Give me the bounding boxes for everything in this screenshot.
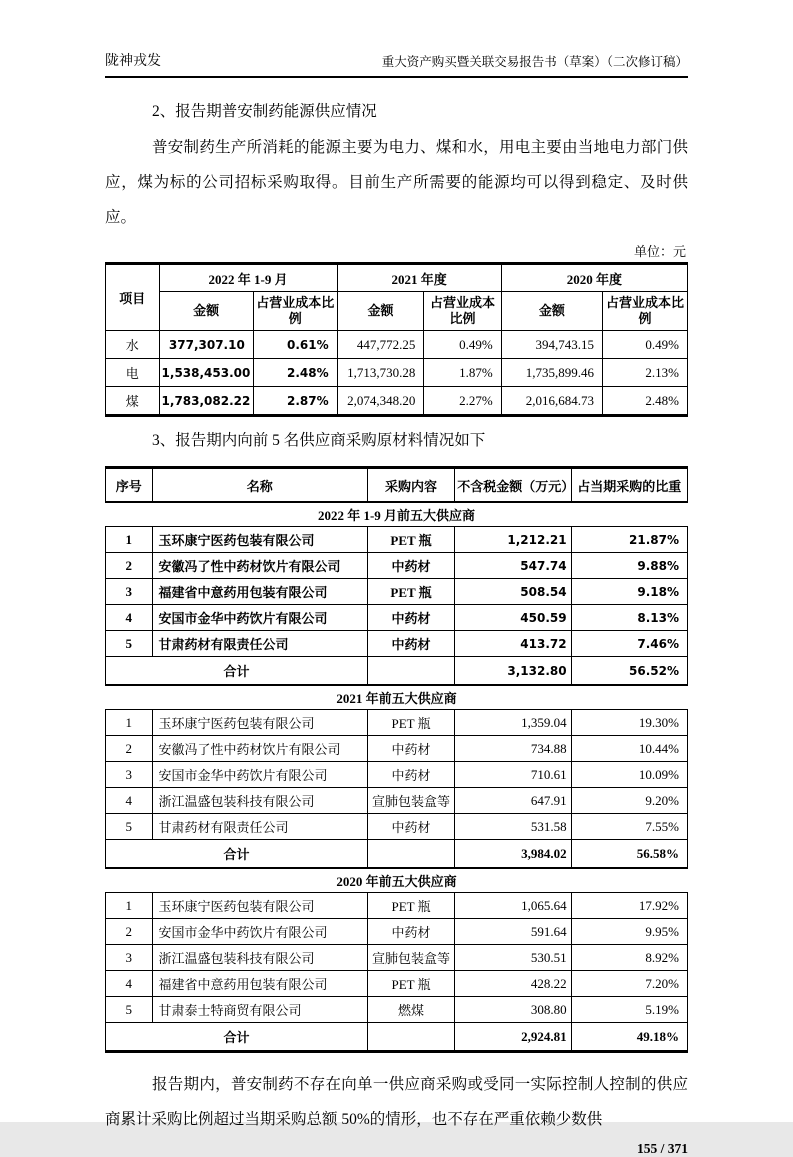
cell-name: 甘肃药材有限责任公司 [152,631,367,657]
total-row-2020 [106,1023,688,1052]
section-title-row-2021 [106,685,688,710]
cell-no: 2 [106,919,153,945]
cell-no: 3 [106,579,153,605]
cell-amount-2020: 394,743.15 [501,331,602,359]
heading-supplier-section: 3、报告期内向前 5 名供应商采购原材料情况如下 [152,432,486,449]
cell-item: 煤 [106,387,160,416]
supplier-row [106,971,688,997]
supplier-row [106,814,688,840]
cell-amount-2021: 447,772.25 [337,331,424,359]
section-title-row-2022 [106,502,688,527]
cell-empty [367,657,454,686]
cell-content: PET 瓶 [367,710,454,736]
doc-header [105,52,688,78]
cell-name: 玉环康宁医药包装有限公司 [152,710,367,736]
col-header-name: 名称 [152,468,367,503]
cell-no: 1 [106,527,153,553]
cell-content: 中药材 [367,553,454,579]
cell-no: 1 [106,893,153,919]
unit-label: 单位：元 [633,244,686,259]
cell-content: 中药材 [367,736,454,762]
cell-name: 甘肃泰士特商贸有限公司 [152,997,367,1023]
cell-pct-2020: 2.13% [602,359,687,387]
cell-item: 水 [106,331,160,359]
cell-name: 浙江温盛包装科技有限公司 [152,945,367,971]
supplier-row [106,919,688,945]
col-header-amount-2020: 金额 [501,292,602,331]
cell-content: PET 瓶 [367,893,454,919]
cell-empty [367,1023,454,1052]
section-title: 2020 年前五大供应商 [106,868,688,893]
total-row-2021 [106,840,688,869]
cell-pct-2021: 1.87% [424,359,501,387]
section-title: 2022 年 1-9 月前五大供应商 [106,502,688,527]
cell-content: PET 瓶 [367,579,454,605]
cell-pct: 9.95% [571,919,687,945]
cell-content: 燃煤 [367,997,454,1023]
cell-name: 安徽冯了性中药材饮片有限公司 [152,553,367,579]
cell-total-amount: 3,132.80 [455,657,571,686]
cell-amount: 547.74 [455,553,571,579]
cell-amount: 450.59 [455,605,571,631]
cell-amount-2022: 377,307.10 [159,331,253,359]
cell-amount: 531.58 [455,814,571,840]
supplier-row [106,893,688,919]
cell-name: 安徽冯了性中药材饮片有限公司 [152,736,367,762]
cell-amount: 1,359.04 [455,710,571,736]
supplier-table [105,466,688,1053]
cell-no: 5 [106,631,153,657]
col-header-pct-2021: 占营业成本比例 [424,292,501,331]
cell-no: 1 [106,710,153,736]
cell-pct: 7.55% [571,814,687,840]
cell-pct: 9.18% [571,579,687,605]
cell-pct: 9.88% [571,553,687,579]
cell-amount-2021: 2,074,348.20 [337,387,424,416]
supplier-header-row [106,468,688,503]
cell-pct-2021: 0.49% [424,331,501,359]
energy-row-water [106,331,688,359]
cell-content: 中药材 [367,762,454,788]
supplier-row [106,736,688,762]
cell-pct-2020: 2.48% [602,387,687,416]
cell-pct-2022: 2.48% [253,359,337,387]
cell-no: 5 [106,814,153,840]
cell-amount: 428.22 [455,971,571,997]
cell-name: 玉环康宁医药包装有限公司 [152,527,367,553]
cell-pct-2021: 2.27% [424,387,501,416]
cell-amount: 413.72 [455,631,571,657]
supplier-row [106,945,688,971]
energy-paragraph: 普安制药生产所消耗的能源主要为电力、煤和水，用电主要由当地电力部门供应，煤为标的公司招标采购取得。目前生产所需要的能源均可以得到稳定、及时供应。 [105,139,688,226]
cell-total-pct: 49.18% [571,1023,687,1052]
energy-header-row-measures [106,292,688,331]
cell-amount-2022: 1,783,082.22 [159,387,253,416]
period-header-2020: 2020 年度 [501,264,687,292]
cell-amount: 734.88 [455,736,571,762]
col-header-item: 项目 [106,264,160,331]
col-header-content: 采购内容 [367,468,454,503]
cell-total-label: 合计 [106,657,368,686]
cell-name: 玉环康宁医药包装有限公司 [152,893,367,919]
cell-no: 4 [106,971,153,997]
cell-no: 4 [106,788,153,814]
cell-item: 电 [106,359,160,387]
cell-pct: 7.20% [571,971,687,997]
cell-content: 中药材 [367,919,454,945]
cell-pct: 21.87% [571,527,687,553]
cell-no: 3 [106,762,153,788]
period-header-2022: 2022 年 1-9 月 [159,264,337,292]
supplier-row [106,605,688,631]
col-header-amount-2021: 金额 [337,292,424,331]
supplier-row [106,997,688,1023]
energy-table [105,262,688,417]
doc-header-right: 重大资产购买暨关联交易报告书（草案）（二次修订稿） [381,55,688,69]
energy-header-row-periods [106,264,688,292]
cell-pct: 17.92% [571,893,687,919]
cell-total-label: 合计 [106,1023,368,1052]
supplier-row [106,788,688,814]
cell-no: 5 [106,997,153,1023]
col-header-pct-2022: 占营业成本比例 [253,292,337,331]
section-title-row-2020 [106,868,688,893]
cell-pct: 10.44% [571,736,687,762]
cell-amount: 1,212.21 [455,527,571,553]
cell-pct-2020: 0.49% [602,331,687,359]
cell-total-pct: 56.52% [571,657,687,686]
cell-total-amount: 2,924.81 [455,1023,571,1052]
cell-name: 福建省中意药用包装有限公司 [152,579,367,605]
doc-header-left: 陇神戎发 [105,54,161,69]
section-title: 2021 年前五大供应商 [106,685,688,710]
supplier-row [106,631,688,657]
energy-row-coal [106,387,688,416]
cell-content: 宣肺包装盒等 [367,945,454,971]
cell-name: 安国市金华中药饮片有限公司 [152,605,367,631]
closing-paragraph: 报告期内，普安制药不存在向单一供应商采购或受同一实际控制人控制的供应商累计采购比例超过当期采购总额 50%的情形，也不存在严重依赖少数供 [105,1076,688,1128]
cell-pct: 8.92% [571,945,687,971]
cell-amount: 530.51 [455,945,571,971]
cell-amount: 508.54 [455,579,571,605]
cell-amount: 308.80 [455,997,571,1023]
cell-amount-2020: 1,735,899.46 [501,359,602,387]
cell-amount-2022: 1,538,453.00 [159,359,253,387]
cell-amount: 591.64 [455,919,571,945]
col-header-amount-2022: 金额 [159,292,253,331]
cell-amount: 710.61 [455,762,571,788]
cell-total-amount: 3,984.02 [455,840,571,869]
cell-amount: 1,065.64 [455,893,571,919]
cell-name: 福建省中意药用包装有限公司 [152,971,367,997]
cell-no: 2 [106,553,153,579]
cell-pct: 19.30% [571,710,687,736]
cell-content: 宣肺包装盒等 [367,788,454,814]
cell-name: 浙江温盛包装科技有限公司 [152,788,367,814]
cell-content: 中药材 [367,631,454,657]
col-header-pct: 占当期采购的比重 [571,468,687,503]
cell-no: 2 [106,736,153,762]
cell-pct: 9.20% [571,788,687,814]
cell-content: PET 瓶 [367,971,454,997]
cell-empty [367,840,454,869]
cell-amount-2020: 2,016,684.73 [501,387,602,416]
cell-name: 安国市金华中药饮片有限公司 [152,919,367,945]
cell-amount: 647.91 [455,788,571,814]
col-header-amount: 不含税金额（万元） [455,468,571,503]
cell-pct: 7.46% [571,631,687,657]
cell-no: 4 [106,605,153,631]
supplier-row [106,579,688,605]
cell-content: 中药材 [367,814,454,840]
cell-pct: 10.09% [571,762,687,788]
total-row-2022 [106,657,688,686]
cell-total-pct: 56.58% [571,840,687,869]
cell-name: 甘肃药材有限责任公司 [152,814,367,840]
cell-pct-2022: 2.87% [253,387,337,416]
cell-content: 中药材 [367,605,454,631]
page-number: 155 / 371 [636,1141,688,1156]
cell-pct: 8.13% [571,605,687,631]
period-header-2021: 2021 年度 [337,264,501,292]
cell-amount-2021: 1,713,730.28 [337,359,424,387]
cell-name: 安国市金华中药饮片有限公司 [152,762,367,788]
col-header-no: 序号 [106,468,153,503]
supplier-row [106,710,688,736]
supplier-row [106,553,688,579]
cell-pct: 5.19% [571,997,687,1023]
col-header-pct-2020: 占营业成本比例 [602,292,687,331]
cell-total-label: 合计 [106,840,368,869]
heading-energy-section: 2、报告期普安制药能源供应情况 [152,103,377,120]
cell-content: PET 瓶 [367,527,454,553]
cell-pct-2022: 0.61% [253,331,337,359]
supplier-row [106,762,688,788]
supplier-row [106,527,688,553]
cell-no: 3 [106,945,153,971]
energy-row-electricity [106,359,688,387]
